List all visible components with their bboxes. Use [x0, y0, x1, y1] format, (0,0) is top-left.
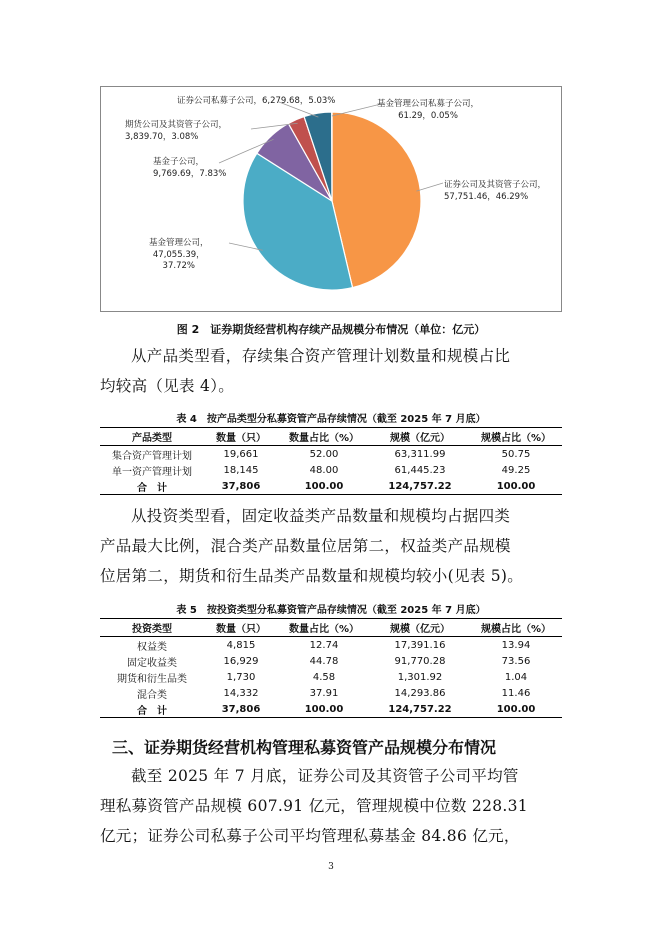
leader-line — [332, 104, 381, 116]
column-header: 规模（亿元） — [370, 428, 470, 446]
text-line: 截至 2025 年 7 月底，证券公司及其资管子公司平均管 — [131, 767, 519, 785]
table-cell: 100.00 — [470, 701, 562, 718]
label-line: 3,839.70，3.08% — [125, 131, 199, 142]
paragraph-investment-type — [100, 501, 562, 591]
table-cell: 91,770.28 — [394, 655, 446, 667]
text-line: 均较高（见表 4）。 — [100, 377, 235, 395]
pie-chart-frame — [100, 86, 562, 312]
column-header: 数量占比（%） — [278, 428, 370, 446]
table-cell: 16,929 — [223, 655, 259, 667]
label-line: 47,055.39， — [152, 249, 205, 260]
column-header: 规模（亿元） — [370, 619, 470, 637]
text-line: 亿元；证券公司私募子公司平均管理私募基金 84.86 亿元， — [100, 827, 520, 845]
table-cell: 124,757.22 — [370, 478, 470, 495]
table-row — [100, 637, 562, 654]
table-cell: 合 计 — [100, 701, 204, 718]
table-cell: 13.94 — [501, 639, 531, 651]
table-cell: 4,815 — [226, 639, 256, 651]
table4-caption: 表 4 按产品类型分私募资管产品存续情况（截至 2025 年 7 月底） — [176, 414, 486, 425]
table-cell: 73.56 — [501, 655, 531, 667]
column-header: 投资类型 — [100, 619, 204, 637]
label-line: 证券公司及其资管子公司， — [444, 180, 547, 190]
text-line: 位居第二，期货和衍生品类产品数量和规模均较小(见表 5)。 — [100, 567, 524, 585]
table-cell: 37,806 — [204, 478, 278, 495]
column-header: 数量（只） — [204, 428, 278, 446]
label-line: 61.29，0.05% — [398, 110, 458, 121]
table-cell: 100.00 — [470, 478, 562, 495]
table-cell: 48.00 — [309, 464, 339, 476]
label-securities — [444, 180, 546, 203]
table-cell: 100.00 — [278, 701, 370, 718]
label-line: 证券公司私募子公司，6,279.68，5.03% — [177, 96, 336, 106]
table-cell: 14,293.86 — [394, 687, 446, 699]
table-cell: 63,311.99 — [394, 448, 446, 460]
label-line: 基金子公司， — [153, 157, 205, 167]
label-sec-private — [177, 96, 335, 108]
table-cell: 合 计 — [100, 478, 204, 495]
table-cell: 12.74 — [309, 639, 339, 651]
column-header: 数量（只） — [204, 619, 278, 637]
figure-caption: 图 2 证券期货经营机构存续产品规模分布情况（单位：亿元） — [176, 323, 486, 336]
table-row — [100, 669, 562, 685]
table-cell: 17,391.16 — [394, 639, 446, 651]
table-cell: 集合资产管理计划 — [112, 450, 192, 462]
table-cell: 混合类 — [137, 689, 167, 701]
column-header: 规模占比（%） — [470, 428, 562, 446]
paragraph-scale-distribution — [100, 761, 562, 851]
table-header-row — [100, 619, 562, 637]
text-line: 理私募资管产品规模 607.91 亿元，管理规模中位数 228.31 — [100, 797, 528, 815]
table-cell: 50.75 — [501, 448, 531, 460]
table-cell: 44.78 — [309, 655, 339, 667]
label-line: 基金管理公司私募子公司， — [377, 99, 480, 109]
column-header: 规模占比（%） — [470, 619, 562, 637]
label-fund-sub — [153, 157, 226, 180]
table-cell: 1,301.92 — [397, 671, 443, 683]
table-total-row — [100, 701, 562, 718]
table5-caption: 表 5 按投资类型分私募资管产品存续情况（截至 2025 年 7 月底） — [176, 605, 486, 616]
table-cell: 11.46 — [501, 687, 531, 699]
label-line: 37.72% — [162, 261, 195, 271]
table-cell: 124,757.22 — [370, 701, 470, 718]
table-total-row — [100, 478, 562, 495]
table-cell: 期货和衍生品类 — [117, 673, 187, 685]
column-header: 产品类型 — [100, 428, 204, 446]
table-row — [100, 653, 562, 669]
table5 — [100, 618, 562, 718]
column-header: 数量占比（%） — [278, 619, 370, 637]
table-cell: 61,445.23 — [394, 464, 446, 476]
table-cell: 19,661 — [223, 448, 259, 460]
table-cell: 1.04 — [504, 671, 528, 683]
label-line: 基金管理公司， — [149, 238, 209, 248]
label-line: 期货公司及其资管子公司， — [125, 120, 228, 130]
paragraph-product-type — [100, 341, 562, 401]
table-cell: 52.00 — [309, 448, 339, 460]
table-cell: 1,730 — [226, 671, 256, 683]
table-cell: 固定收益类 — [127, 657, 177, 669]
text-line: 从产品类型看，存续集合资产管理计划数量和规模占比 — [131, 347, 511, 365]
text-line: 产品最大比例，混合类产品数量位居第二，权益类产品规模 — [100, 537, 511, 555]
table-cell: 14,332 — [223, 687, 259, 699]
table-row — [100, 462, 562, 478]
text-line: 从投资类型看，固定收益类产品数量和规模均占据四类 — [131, 507, 511, 525]
label-line: 57,751.46，46.29% — [444, 191, 529, 202]
table-cell: 37,806 — [204, 701, 278, 718]
table-cell: 37.91 — [309, 687, 339, 699]
table-cell: 单一资产管理计划 — [112, 466, 192, 478]
label-fund-mgmt — [149, 238, 209, 273]
table-cell: 权益类 — [137, 641, 167, 653]
label-futures — [125, 120, 227, 143]
table-cell: 4.58 — [312, 671, 336, 683]
table-row — [100, 685, 562, 701]
label-line: 9,769.69，7.83% — [153, 168, 227, 179]
table-row — [100, 446, 562, 463]
table-cell: 100.00 — [278, 478, 370, 495]
label-fund-private — [377, 99, 479, 122]
page-number: 3 — [328, 862, 334, 872]
table-cell: 49.25 — [501, 464, 531, 476]
table-header-row — [100, 428, 562, 446]
table-cell: 18,145 — [223, 464, 259, 476]
table4 — [100, 427, 562, 495]
section-heading: 三、证券期货经营机构管理私募资管产品规模分布情况 — [112, 738, 497, 757]
